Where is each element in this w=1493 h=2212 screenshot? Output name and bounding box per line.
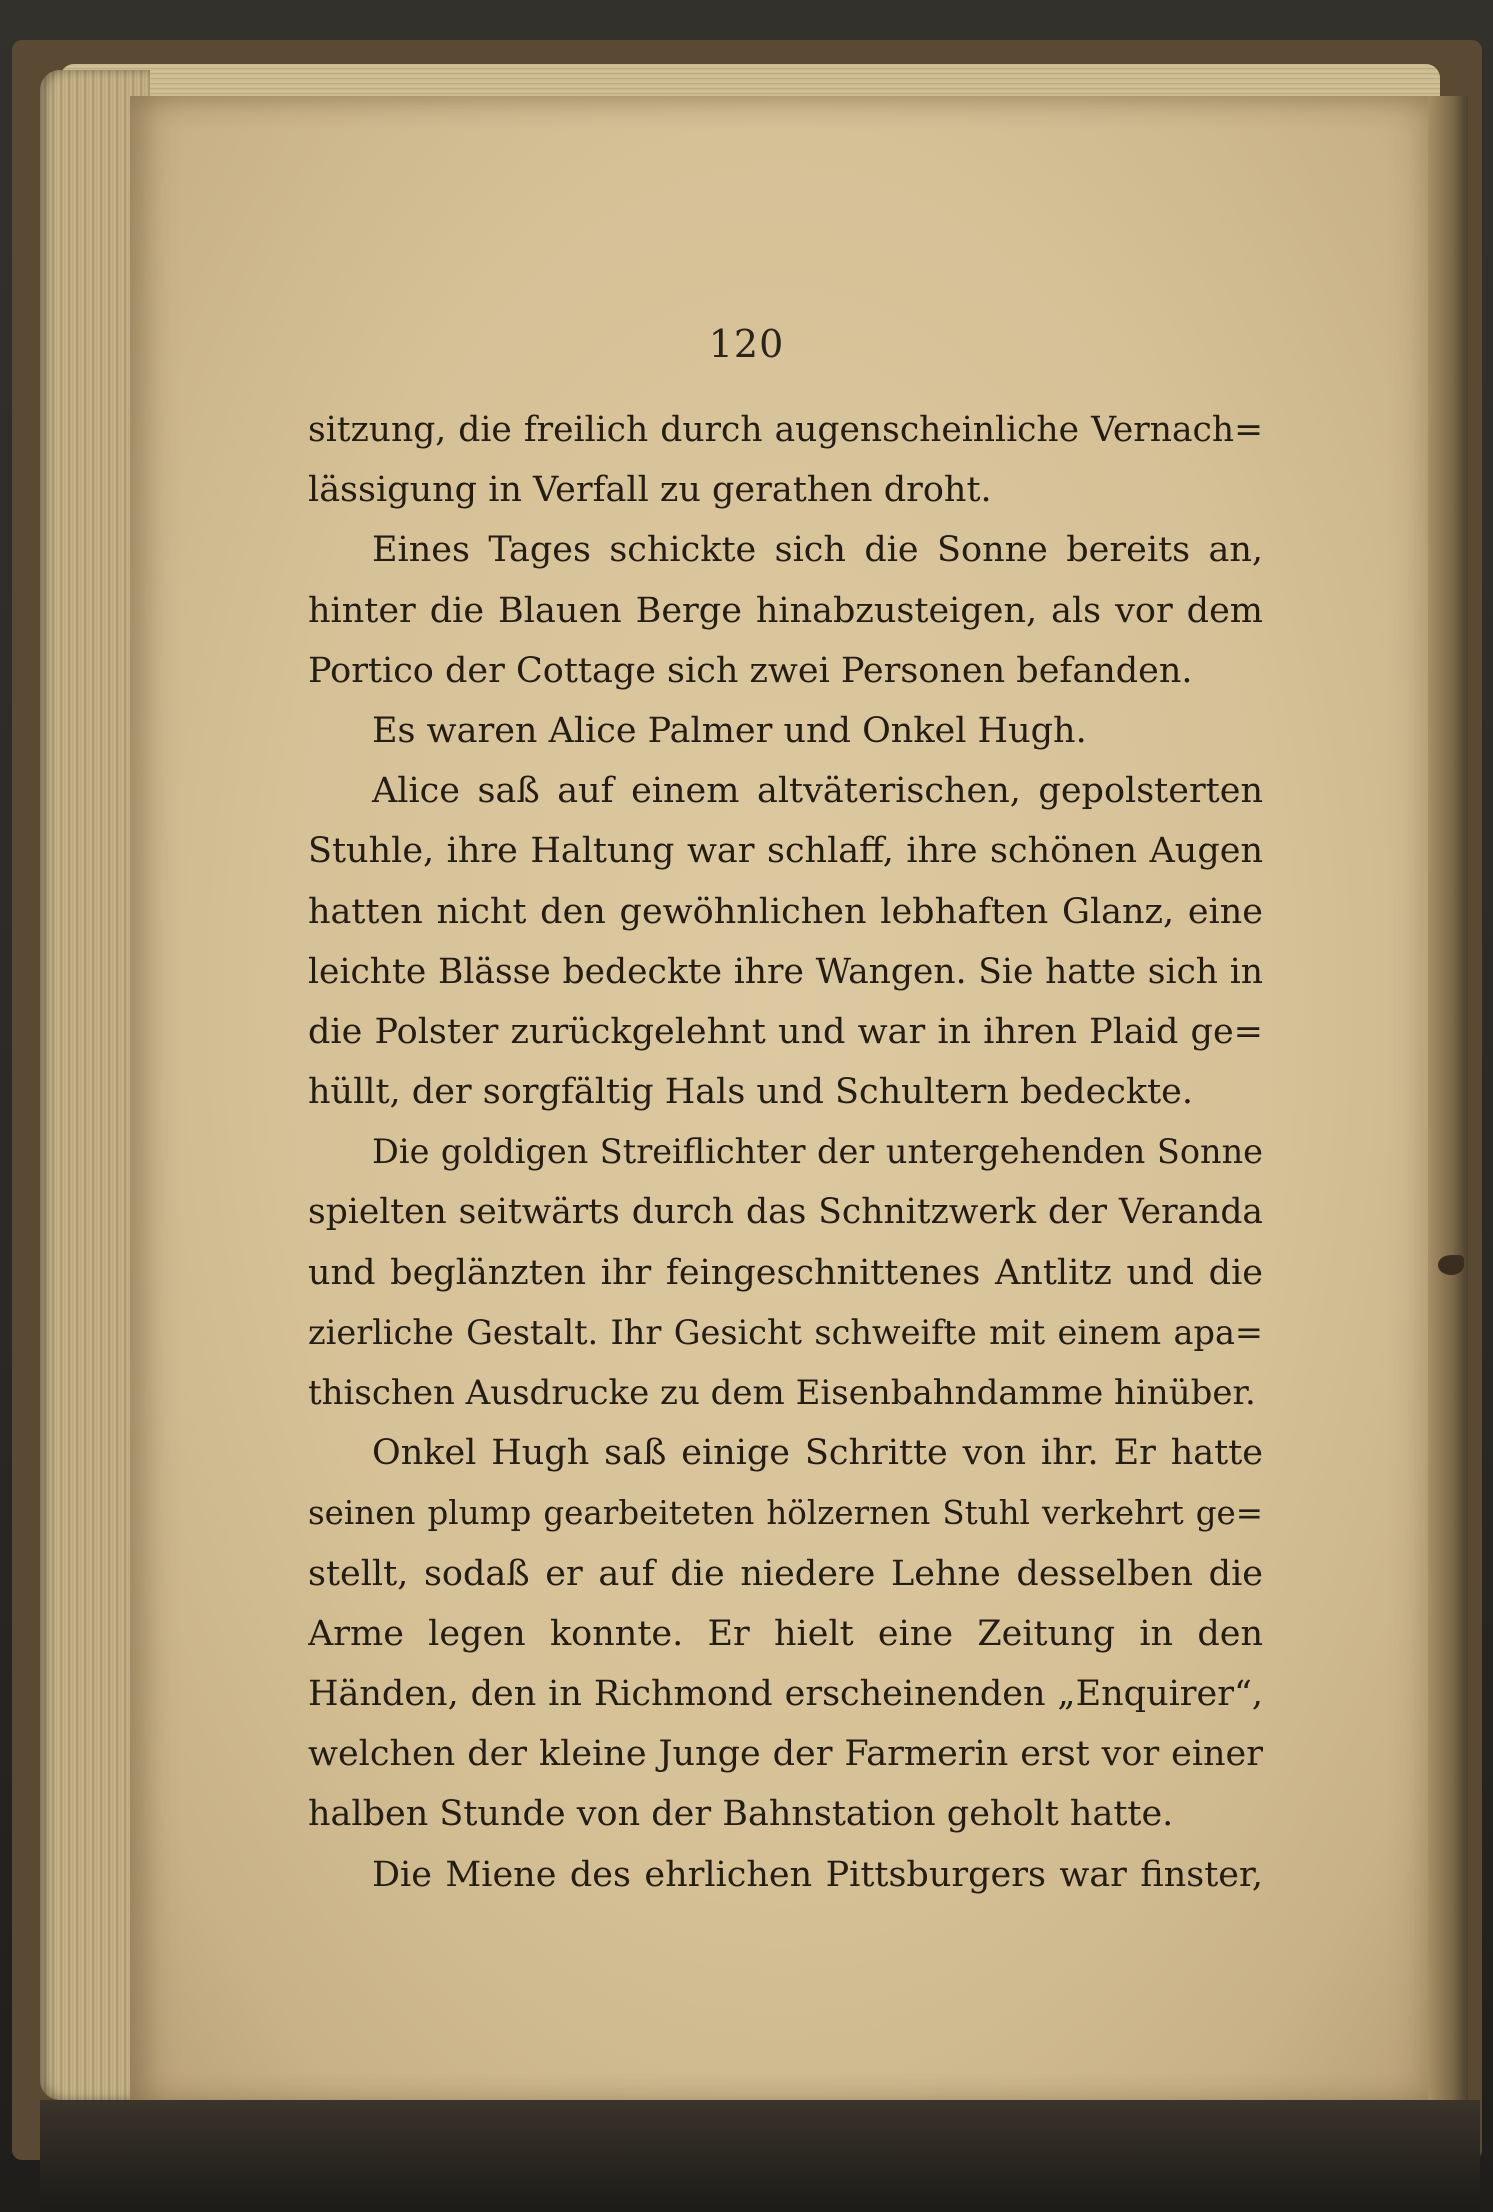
text-line: Arme legen konnte. Er hielt eine Zeitung in den <box>308 1613 1263 1654</box>
text-line: Die goldigen Streiflichter der untergehenden Sonne <box>372 1132 1263 1172</box>
text-line: lässigung in Verfall zu gerathen droht. <box>308 470 992 511</box>
page-number: 120 <box>708 322 785 366</box>
text-line: spielten seitwärts durch das Schnitzwerk der Veranda <box>308 1192 1263 1233</box>
text-line: leichte Blässe bedeckte ihre Wangen. Sie hatte sich in <box>308 951 1263 992</box>
text-line: sitzung, die freilich durch augenscheinliche Vernach= <box>308 410 1263 450</box>
text-line: Onkel Hugh saß einige Schritte von ihr. Er hatte <box>372 1433 1263 1474</box>
text-line: stellt, sodaß er auf die niedere Lehne desselben die <box>308 1553 1263 1594</box>
text-line: Die Miene des ehrlichen Pittsburgers war finster, <box>372 1854 1263 1895</box>
text-line: seinen plump gearbeiteten hölzernen Stuhl verkehrt ge= <box>308 1494 1263 1533</box>
text-line: thischen Ausdrucke zu dem Eisenbahndamme hinüber. <box>308 1373 1256 1413</box>
bottom-shadow <box>40 2100 1480 2212</box>
page-stain <box>1438 1255 1464 1275</box>
text-line: hinter die Blauen Berge hinabzusteigen, als vor dem <box>308 590 1263 631</box>
text-line: welchen der kleine Junge der Farmerin erst vor einer <box>308 1734 1263 1775</box>
text-line: Alice saß auf einem altväterischen, gepolsterten <box>372 771 1263 812</box>
text-line: zierliche Gestalt. Ihr Gesicht schweifte mit einem apa= <box>308 1312 1263 1352</box>
body-text <box>308 400 1263 1905</box>
text-line: und beglänzten ihr feingeschnittenes Antlitz und die <box>308 1252 1263 1293</box>
text-line: Es waren Alice Palmer und Onkel Hugh. <box>372 710 1087 751</box>
text-line: hüllt, der sorgfältig Hals und Schultern bedeckte. <box>308 1072 1193 1113</box>
text-line: Eines Tages schickte sich die Sonne bereits an, <box>372 530 1263 571</box>
text-line: Stuhle, ihre Haltung war schlaff, ihre schönen Augen <box>308 831 1263 872</box>
text-line: hatten nicht den gewöhnlichen lebhaften Glanz, eine <box>308 891 1263 932</box>
text-line: Portico der Cottage sich zwei Personen befanden. <box>308 650 1193 691</box>
book-gutter <box>1428 96 1468 2106</box>
text-line: die Polster zurückgelehnt und war in ihren Plaid ge= <box>308 1011 1263 1052</box>
text-line: halben Stunde von der Bahnstation geholt hatte. <box>308 1794 1174 1835</box>
text-line: Händen, den in Richmond erscheinenden „Enquirer“, <box>308 1673 1263 1714</box>
